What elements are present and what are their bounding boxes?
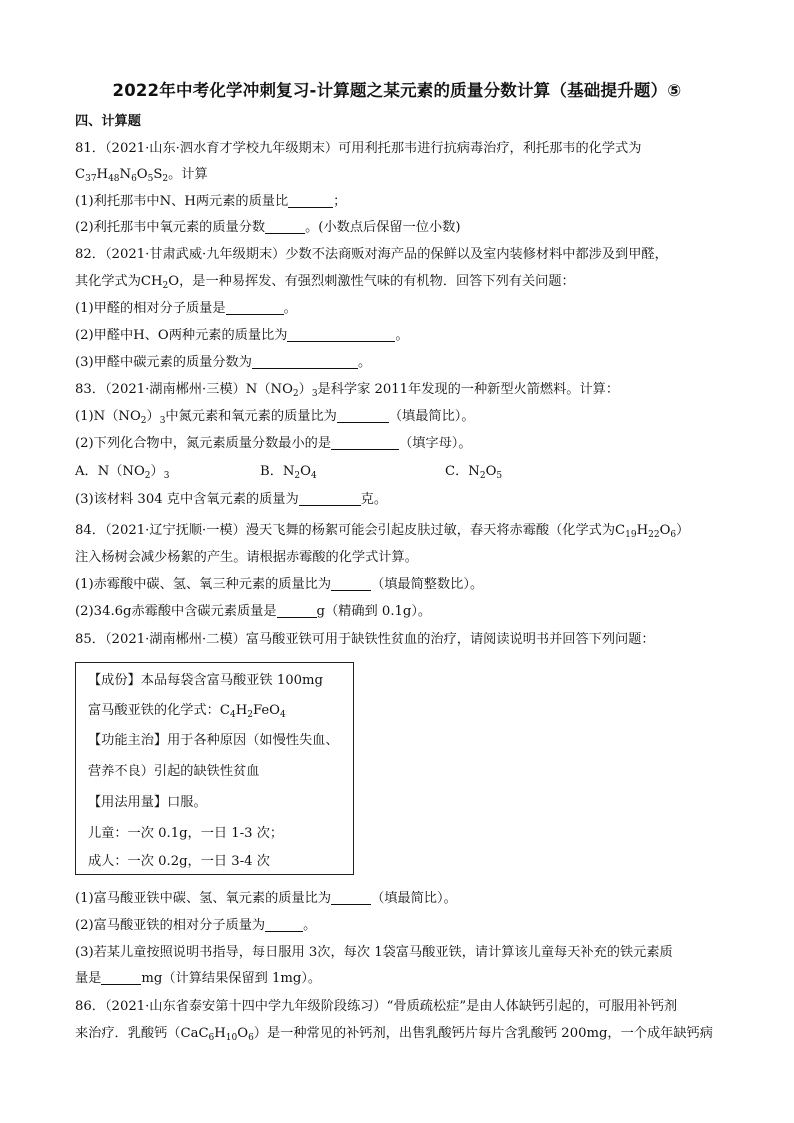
leaflet-ingredient: 【成份】本品每袋含富马酸亚铁 100mg — [88, 673, 323, 688]
q85-part2: (2)富马酸亚铁的相对分子质量为 。 — [75, 918, 317, 933]
q81-stem-line1: 81．（2021·山东·泗水育才学校九年级期末）可用利托那韦进行抗病毒治疗，利托那韦的化学式为 — [75, 141, 642, 156]
answer-blank[interactable] — [265, 219, 305, 234]
document-title: 2022年中考化学冲刺复习-计算题之某元素的质量分数计算（基础提升题）⑤ — [112, 81, 682, 100]
q82-stem-line1: 82．（2021·甘肃武威·九年级期末）少数不法商贩对海产品的保鲜以及室内装修材料中都涉及到甲醛， — [75, 247, 668, 262]
q81-part2: (2)利托那韦中氧元素的质量分数 。(小数点后保留一位小数) — [75, 220, 461, 235]
q82-stem-line2: 其化学式为$CH_2O$，是一种易挥发、有强烈刺激性气味的有机物．回答下列有关问题： — [75, 274, 575, 291]
q84-stem-line2: 注入杨树会减少杨絮的产生。请根据赤霉酸的化学式计算。 — [75, 550, 418, 565]
answer-blank[interactable] — [331, 890, 371, 905]
q83-option-b[interactable]: B．$N_2O_4$ — [260, 464, 317, 481]
q85-part1: (1)富马酸亚铁中碳、氢、氧元素的质量比为 （填最简比）。 — [75, 891, 457, 906]
q84-part2: (2)34.6g赤霉酸中含碳元素质量是 g（精确到 0.1g）。 — [75, 604, 432, 619]
answer-blank[interactable] — [337, 408, 389, 423]
q86-stem-line1: 86．（2021·山东省泰安第十四中学九年级阶段练习）“骨质疏松症”是由人体缺钙引起的，可服用补钙剂 — [75, 999, 678, 1014]
q83-part2: (2)下列化合物中，氮元素质量分数最小的是 （填字母）。 — [75, 436, 472, 451]
section-heading: 四、计算题 — [75, 114, 141, 129]
leaflet-dose-child: 儿童：一次 0.1g，一日 1-3 次； — [88, 826, 284, 841]
q81-part1: (1)利托那韦中N、H两元素的质量比 ； — [75, 194, 347, 209]
leaflet-indication-line1: 【功能主治】用于各种原因（如慢性失血、 — [88, 733, 339, 748]
leaflet-formula: 富马酸亚铁的化学式：$C_4H_2FeO_4$ — [88, 703, 286, 720]
q81-stem-line2: $C_{37}H_{48}N_6O_5S_2$。计算 — [75, 167, 208, 184]
answer-blank[interactable] — [331, 576, 371, 591]
q85-part3-line1: (3)若某儿童按照说明书指导，每日服用 3次，每次 1袋富马酸亚铁，请计算该儿童每天补充的铁元素质 — [75, 945, 673, 960]
answer-blank[interactable] — [288, 193, 333, 208]
q84-part1: (1)赤霉酸中碳、氢、氧三种元素的质量比为 （填最简整数比）。 — [75, 577, 484, 592]
q83-option-c[interactable]: C．$N_2O_5$ — [445, 464, 503, 481]
answer-blank[interactable] — [252, 354, 358, 369]
answer-blank[interactable] — [277, 603, 317, 618]
answer-blank[interactable] — [101, 970, 141, 985]
instruction-leaflet-box — [75, 662, 354, 875]
leaflet-usage: 【用法用量】口服。 — [88, 795, 207, 810]
q85-part3-line2: 量是 mg（计算结果保留到 1mg）。 — [75, 971, 322, 986]
q83-stem: 83．（2021·湖南郴州·三模）$N(NO_2)_3$是科学家 2011年发现的一种新型火箭燃料。计算： — [75, 382, 620, 399]
q83-part1: $(1)N(NO_2)_3$中氮元素和氧元素的质量比为 （填最简比）。 — [75, 409, 475, 426]
answer-blank[interactable] — [226, 300, 284, 315]
q86-stem-line2: 来治疗．乳酸钙$(CaC_6H_{10}O_6)$是一种常见的补钙剂，出售乳酸钙片每片含乳酸钙 200mg，一个成年缺钙病 — [75, 1026, 713, 1043]
leaflet-indication-line2: 营养不良）引起的缺铁性贫血 — [88, 764, 260, 779]
q84-stem-line1: 84．（2021·辽宁抚顺·一模）漫天飞舞的杨絮可能会引起皮肤过敏，春天将赤霉酸（化学式为$C_{19}H_{22}O_6$） — [75, 523, 690, 540]
q85-stem: 85．（2021·湖南郴州·二模）富马酸亚铁可用于缺铁性贫血的治疗，请阅读说明书并回答下列问题： — [75, 632, 655, 647]
q83-part3: (3)该材料 304 克中含氧元素的质量为 克。 — [75, 492, 388, 507]
q82-part2: (2)甲醛中H、O两种元素的质量比为 。 — [75, 328, 409, 343]
answer-blank[interactable] — [265, 917, 303, 932]
q83-option-a[interactable]: A．$N(NO_2)_3$ — [75, 464, 170, 481]
answer-blank[interactable] — [299, 491, 361, 506]
q82-part1: (1)甲醛的相对分子质量是 。 — [75, 301, 297, 316]
leaflet-dose-adult: 成人：一次 0.2g，一日 3-4 次 — [88, 854, 270, 869]
answer-blank[interactable] — [331, 435, 399, 450]
q82-part3: (3)甲醛中碳元素的质量分数为 。 — [75, 355, 372, 370]
answer-blank[interactable] — [287, 327, 395, 342]
